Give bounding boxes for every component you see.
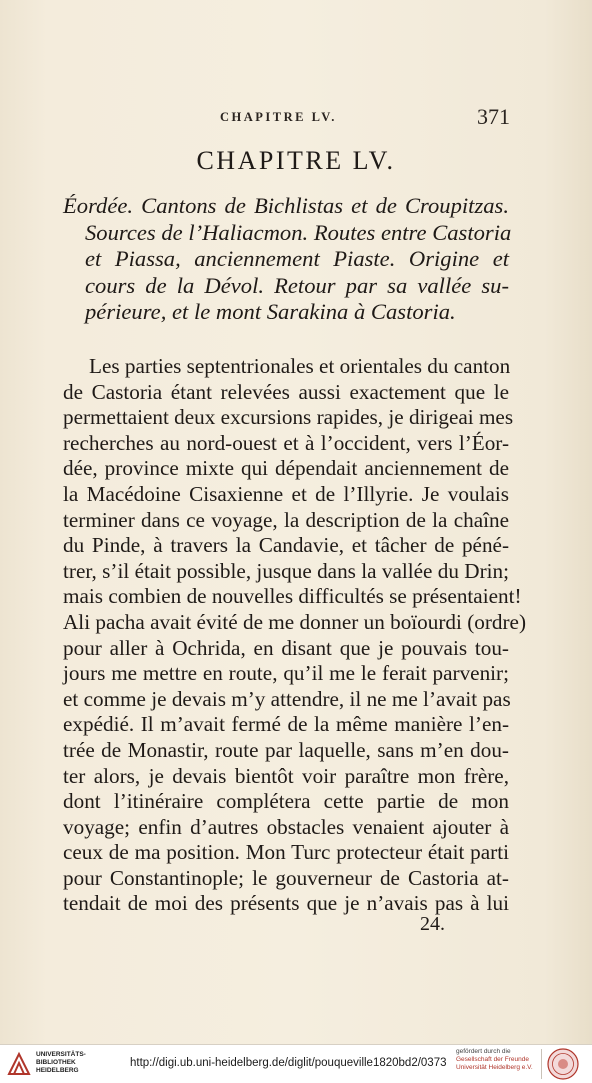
body-paragraph xyxy=(63,354,527,917)
text-line: pour Constantinople; le gouverneur de Castoria at- xyxy=(63,865,509,890)
page-number: 371 xyxy=(477,104,510,129)
text-line: la Macédoine Cisaxienne et de l’Illyrie. Je voulais xyxy=(63,481,509,506)
library-name-line: BIBLIOTHEK xyxy=(36,1059,76,1066)
signature-mark: 24. xyxy=(420,913,445,935)
running-title: CHAPITRE LV. xyxy=(220,110,337,124)
text-line: voyage; enfin d’autres obstacles venaient ajouter à xyxy=(63,814,509,839)
library-name-line: UNIVERSITÄTS- xyxy=(36,1051,86,1058)
sponsor-line: gefördert durch die xyxy=(456,1048,511,1055)
library-name-line: HEIDELBERG xyxy=(36,1067,79,1074)
text-line: expédié. Il m’avait fermé de la même manière l’en- xyxy=(63,712,509,737)
summary-line: et Piassa, anciennement Piaste. Origine et xyxy=(85,246,509,271)
text-line: ter alors, je devais bientôt voir paraître mon frère, xyxy=(63,763,509,788)
text-line: Ali pacha avait évité de me donner un boïourdi (ordre) xyxy=(63,609,527,634)
text-line: permettaient deux excursions rapides, je dirigeai mes xyxy=(63,405,514,430)
summary-line: Éordée. Cantons de Bichlistas et de Croupitzas. xyxy=(63,193,509,218)
footer-divider xyxy=(541,1049,542,1079)
text-line: dée, province mixte qui dépendait anciennement de xyxy=(63,456,509,481)
summary-line: périeure, et le mont Sarakina à Castoria. xyxy=(85,299,456,324)
library-name xyxy=(36,1051,86,1075)
text-line: dont l’itinéraire complétera cette partie de mon xyxy=(63,789,509,814)
university-seal-icon xyxy=(547,1048,579,1080)
text-line: de Castoria étant relevées aussi exactement que le xyxy=(63,379,509,404)
library-logo-icon xyxy=(6,1051,32,1077)
text-line: jours me mettre en route, qu’il me le ferait parvenir; xyxy=(63,661,509,686)
sponsor-note xyxy=(456,1048,533,1072)
chapter-summary xyxy=(63,193,512,326)
chapter-title: CHAPITRE LV. xyxy=(196,146,396,175)
text-line: trer, s’il était possible, jusque dans la vallée du Drin; xyxy=(63,558,509,583)
permalink-url[interactable]: http://digi.ub.uni-heidelberg.de/diglit/pouqueville1820bd2/0373 xyxy=(130,1057,447,1069)
text-line: trée de Monastir, route par laquelle, sans m’en dou- xyxy=(63,737,509,762)
sponsor-line: Gesellschaft der Freunde xyxy=(456,1056,529,1063)
text-line: et comme je devais m’y attendre, il ne me l’avait pas xyxy=(63,686,511,711)
text-line: terminer dans ce voyage, la description de la chaîne xyxy=(63,507,509,532)
text-line: tendait de moi des présents que je n’avais pas à lui xyxy=(63,891,509,916)
text-line: mais combien de nouvelles difficultés se présentaient! xyxy=(63,584,522,609)
running-header xyxy=(60,104,510,134)
text-line: ceux de ma position. Mon Turc protecteur était parti xyxy=(63,840,509,865)
summary-line: Sources de l’Haliacmon. Routes entre Castoria xyxy=(85,219,512,245)
text-line: pour aller à Ochrida, en disant que je pouvais tou- xyxy=(63,635,509,660)
text-line: du Pinde, à travers la Candavie, et tâcher de péné- xyxy=(63,533,509,558)
sponsor-line: Universität Heidelberg e.V. xyxy=(456,1064,533,1071)
footer-bar xyxy=(0,1044,592,1083)
summary-line: cours de la Dévol. Retour par sa vallée su- xyxy=(85,272,509,298)
text-line: recherches au nord-ouest et à l’occident, vers l’Éor- xyxy=(63,430,509,455)
text-line: Les parties septentrionales et orientales du canton xyxy=(89,354,511,378)
